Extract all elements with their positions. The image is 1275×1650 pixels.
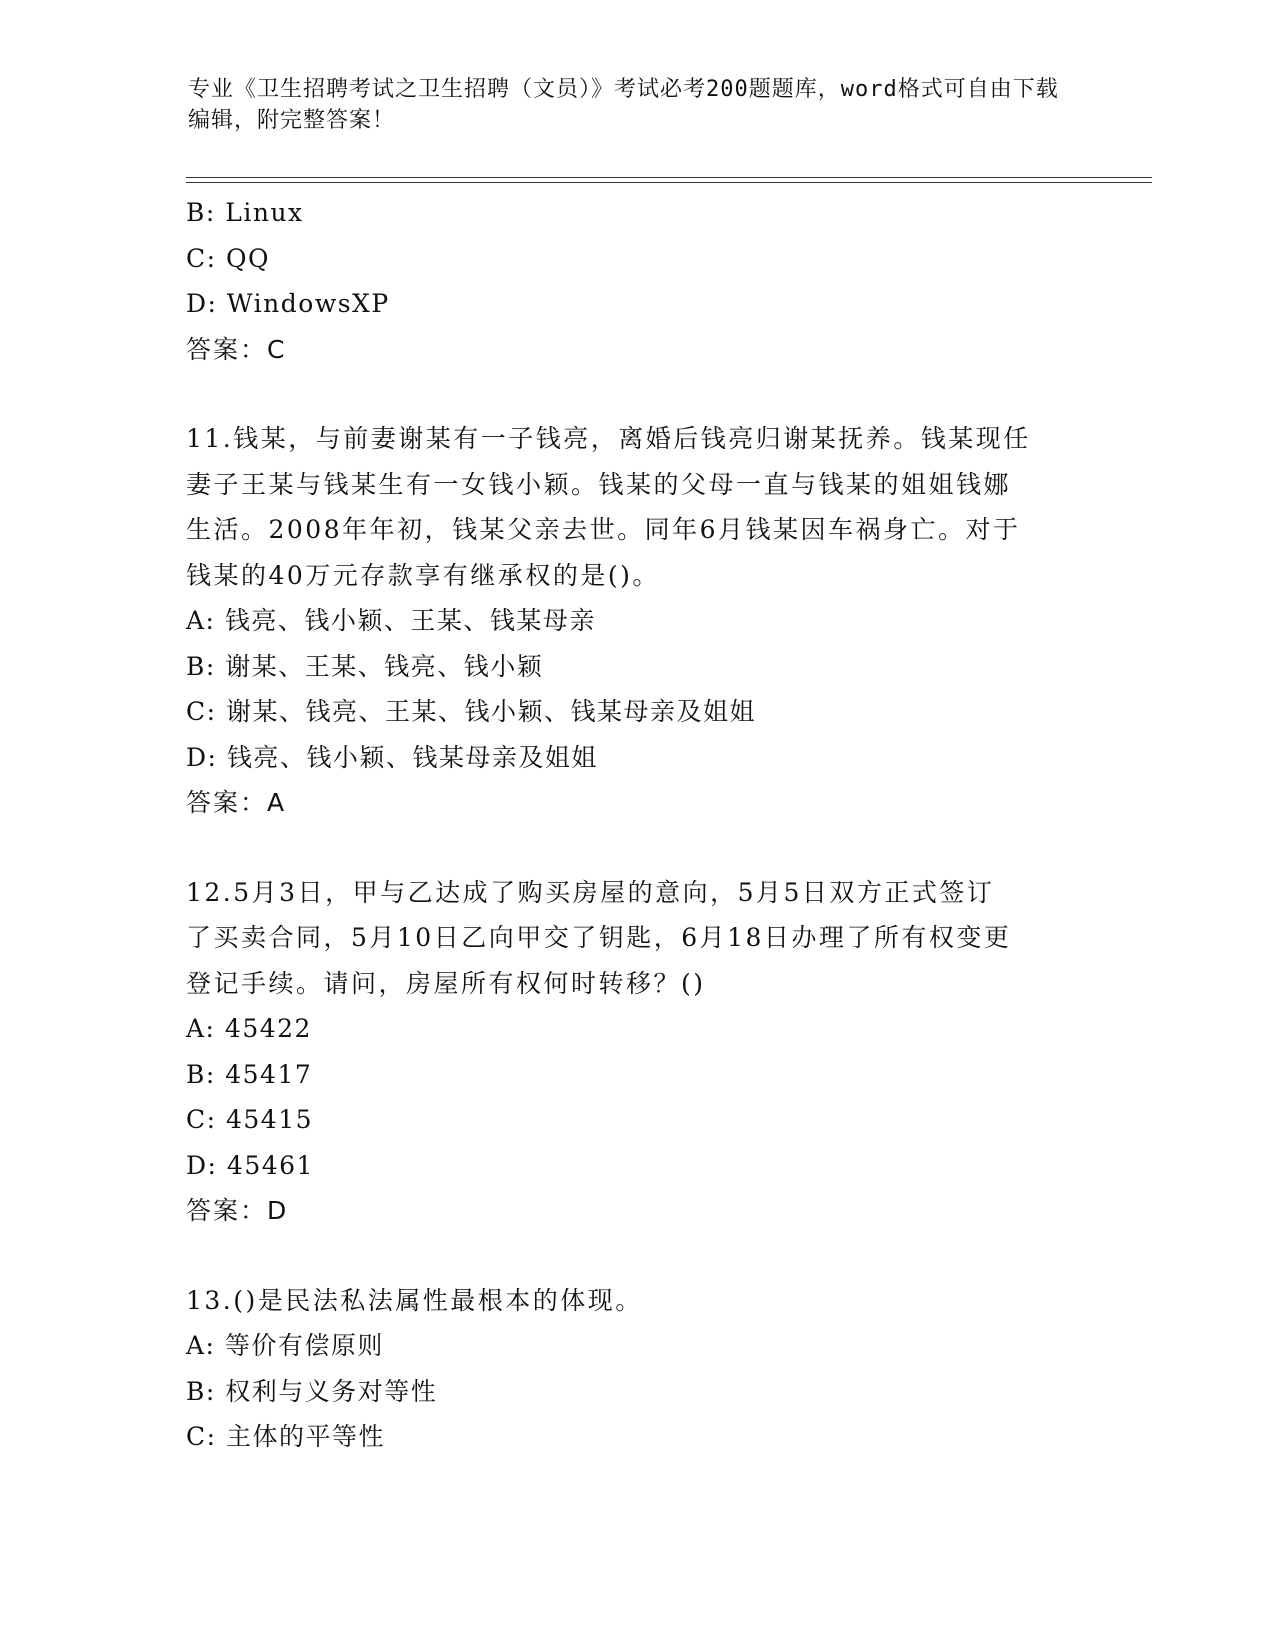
option-b: B: 谢某、王某、钱亮、钱小颖: [186, 651, 544, 681]
question-stem-line: 妻子王某与钱某生有一女钱小颖。钱某的父母一直与钱某的姐姐钱娜: [186, 469, 1012, 499]
question-stem-line: 了买卖合同，5月10日乙向甲交了钥匙，6月18日办理了所有权变更: [186, 923, 1012, 952]
option-d: D: 钱亮、钱小颖、钱某母亲及姐姐: [186, 742, 598, 772]
option-c: C: QQ: [186, 243, 270, 273]
answer: 答案：C: [186, 334, 287, 364]
question-12: [186, 870, 1086, 1234]
question-stem-line: 12.5月3日，甲与乙达成了购买房屋的意向，5月5日双方正式签订: [186, 877, 995, 907]
option-b: B: 45417: [186, 1059, 313, 1089]
header-rule-bottom: [186, 182, 1152, 183]
option-c: C: 45415: [186, 1105, 314, 1134]
question-stem-line: 13.()是民法私法属性最根本的体现。: [186, 1285, 643, 1315]
option-a: A: 钱亮、钱小颖、王某、钱某母亲: [186, 606, 596, 635]
question-stem-line: 11.钱某，与前妻谢某有一子钱亮，离婚后钱亮归谢某抚养。钱某现任: [186, 424, 1031, 453]
option-c: C: 主体的平等性: [186, 1422, 385, 1451]
option-b: B: Linux: [186, 198, 304, 227]
option-a: A: 45422: [186, 1014, 312, 1043]
answer: 答案：A: [186, 788, 287, 817]
option-d: D: WindowsXP: [186, 289, 390, 318]
question-11: [186, 416, 1086, 826]
question-stem-line: 生活。2008年年初，钱某父亲去世。同年6月钱某因车祸身亡。对于: [186, 515, 1021, 544]
option-b: B: 权利与义务对等性: [186, 1376, 438, 1406]
page-header: 专业《卫生招聘考试之卫生招聘（文员）》考试必考200题题库，word格式可自由下载编辑，附完整答案！: [188, 77, 1059, 133]
question-10: [186, 190, 1086, 372]
answer: 答案：D: [186, 1196, 289, 1225]
document-body: [186, 190, 1086, 1460]
option-a: A: 等价有偿原则: [186, 1331, 384, 1360]
option-d: D: 45461: [186, 1150, 314, 1180]
question-stem-line: 登记手续。请问，房屋所有权何时转移？(): [186, 968, 706, 998]
option-c: C: 谢某、钱亮、王某、钱小颖、钱某母亲及姐姐: [186, 697, 756, 726]
question-stem-line: 钱某的40万元存款享有继承权的是()。: [186, 560, 660, 590]
header-rule-top: [186, 177, 1152, 178]
question-13: [186, 1278, 1086, 1460]
